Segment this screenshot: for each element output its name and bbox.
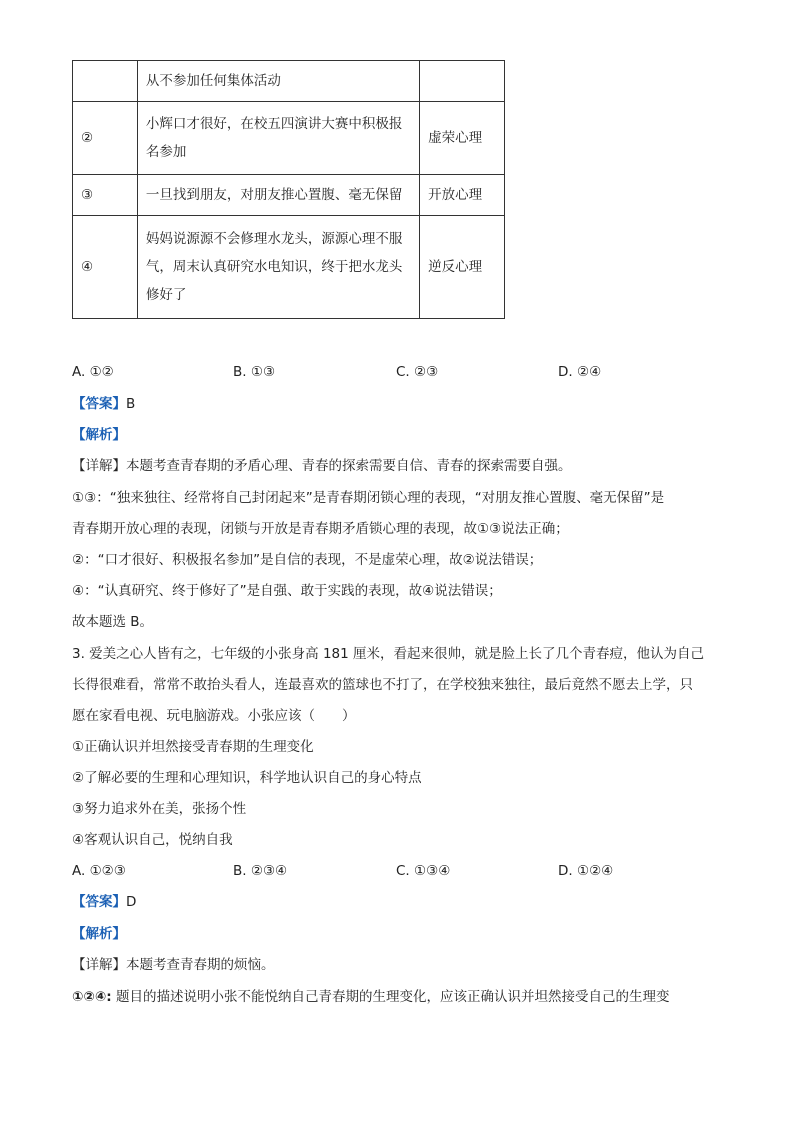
q3-stem-line: 长得很难看，常常不敢抬头看人，连最喜欢的篮球也不打了，在学校独来独往，最后竟然不愿去上学，只 (72, 677, 693, 693)
row-description: 小辉口才很好，在校五四演讲大赛中积极报名参加 (137, 102, 419, 175)
q3-detail (72, 955, 275, 975)
q3-stem-line: 3. 爱美之心人皆有之，七年级的小张身高 181 厘米，看起来很帅，就是脸上长了几个青春痘，他认为自己 (72, 646, 705, 662)
q3-stem-line: 愿在家看电视、玩电脑游戏。小张应该（ ） (72, 708, 356, 724)
q3-option-a: A. ①②③ (72, 863, 126, 879)
answer-tag: 【答案】 (72, 894, 126, 910)
q2-explanation-line: ①③：“独来独往、经常将自己封闭起来”是青春期闭锁心理的表现，“对朋友推心置腹、毫无保留”是 (72, 490, 665, 506)
q2-option-c: C. ②③ (396, 364, 439, 380)
q3-option-d: D. ①②④ (558, 863, 614, 879)
row-label: 逆反心理 (420, 216, 505, 319)
answer-tag: 【答案】 (72, 396, 126, 412)
row-label (420, 61, 505, 102)
row-number: ③ (73, 175, 138, 216)
table-row (73, 102, 505, 175)
table-row (73, 216, 505, 319)
q3-statement: ①正确认识并坦然接受青春期的生理变化 (72, 739, 314, 755)
analysis-tag: 【解析】 (72, 926, 126, 942)
q3-statement: ③努力追求外在美，张扬个性 (72, 801, 247, 817)
q3-option-c: C. ①③④ (396, 863, 451, 879)
row-number: ② (73, 102, 138, 175)
options-table (72, 60, 505, 319)
detail-intro: 本题考查青春期的矛盾心理、青春的探索需要自信、青春的探索需要自强。 (126, 458, 572, 474)
answer-value: B (126, 396, 136, 412)
row-number (73, 61, 138, 102)
detail-tag: 【详解】 (72, 458, 126, 474)
q2-option-a: A. ①② (72, 364, 114, 380)
q2-option-b: B. ①③ (233, 364, 276, 380)
statement-prefix: ①②④: (72, 989, 112, 1005)
q2-explanation-line: ②：“口才很好、积极报名参加”是自信的表现，不是虚荣心理，故②说法错误； (72, 552, 543, 568)
q3-option-b: B. ②③④ (233, 863, 288, 879)
detail-tag: 【详解】 (72, 957, 126, 973)
q3-answer (72, 892, 136, 912)
q2-option-d: D. ②④ (558, 364, 602, 380)
q2-analysis (72, 425, 126, 445)
row-description: 从不参加任何集体活动 (137, 61, 419, 102)
q3-analysis (72, 924, 126, 944)
statement-text: 题目的描述说明小张不能悦纳自己青春期的生理变化，应该正确认识并坦然接受自己的生理变 (111, 989, 670, 1005)
detail-intro: 本题考查青春期的烦恼。 (126, 957, 275, 973)
row-description: 妈妈说源源不会修理水龙头，源源心理不服气，周末认真研究水电知识，终于把水龙头修好了 (137, 216, 419, 319)
q3-explanation-line (72, 987, 670, 1007)
row-number: ④ (73, 216, 138, 319)
row-description: 一旦找到朋友，对朋友推心置腹、毫无保留 (137, 175, 419, 216)
q2-detail (72, 456, 572, 476)
q2-explanation-line: ④：“认真研究、终于修好了”是自强、敢于实践的表现，故④说法错误； (72, 583, 502, 599)
analysis-tag: 【解析】 (72, 427, 126, 443)
q2-answer (72, 394, 135, 414)
q3-statement: ②了解必要的生理和心理知识，科学地认识自己的身心特点 (72, 770, 422, 786)
answer-value: D (126, 894, 137, 910)
q2-explanation-line: 青春期开放心理的表现，闭锁与开放是青春期矛盾锁心理的表现，故①③说法正确； (72, 521, 569, 537)
row-label: 虚荣心理 (420, 102, 505, 175)
q2-conclusion: 故本题选 B。 (72, 614, 154, 630)
q3-statement: ④客观认识自己，悦纳自我 (72, 832, 233, 848)
table-row (73, 61, 505, 102)
row-label: 开放心理 (420, 175, 505, 216)
table-row (73, 175, 505, 216)
